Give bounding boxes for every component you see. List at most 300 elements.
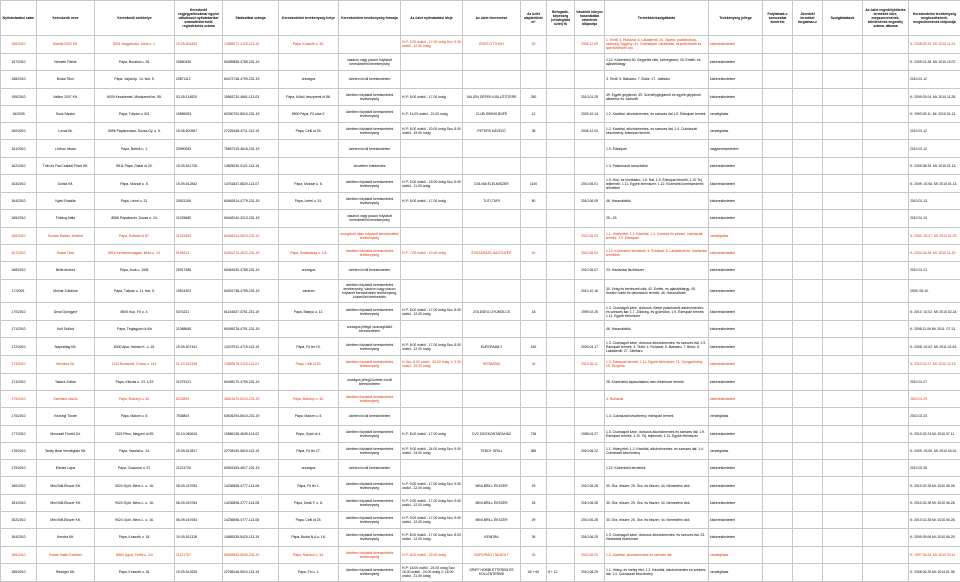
table-cell	[793, 140, 823, 157]
table-cell: K: 2010.02.28 Mi: 2010.06.28.	[909, 477, 960, 494]
table-cell: Pápa, Szabadság u. 1/A	[279, 244, 339, 261]
table-cell	[401, 71, 463, 88]
table-cell: 158/2010	[1, 71, 37, 88]
table-cell: 19-09-504462	[175, 36, 223, 54]
table-cell	[793, 546, 823, 563]
table-cell: 20871112	[175, 71, 223, 88]
table-cell: 2010.06.28	[575, 477, 605, 494]
table-cell: 1.12. Közérdekű termékek; 4. Ruházat; 8. Lakástextil és -háztartási termékek	[605, 244, 709, 261]
table-cell: 08-09-019784	[175, 477, 223, 494]
table-cell	[763, 529, 793, 546]
table-cell	[547, 303, 575, 321]
table-cell	[763, 71, 793, 88]
table-cell: 29	[521, 511, 547, 528]
table-cell	[823, 123, 863, 140]
table-cell: K: 2004.04.28. Mi: 2010.01.20.	[909, 244, 960, 261]
table-cell: nagykereskedelem	[709, 140, 763, 157]
table-cell	[863, 356, 909, 373]
table-cell: Pápa, Malom u. 5.	[95, 408, 175, 425]
table-cell: 63926294-5610-231-19	[223, 408, 279, 425]
table-cell: CLUB SWING BÜFÉ	[463, 105, 521, 122]
table-cell	[401, 210, 463, 227]
table-row	[1, 105, 960, 122]
table-row	[1, 157, 960, 174]
table-cell: 2010.01.12	[909, 140, 960, 157]
table-cell	[793, 53, 823, 70]
table-cell: 1.5. Hús- és hentesáru; 1.6. Hal; 1.9. Édesipari termék; 1.10 Tej, tejtermék; 1.11. Egyéb élelmiszer; 1.12. Közérdekű kereskedelmi termékek	[605, 175, 709, 193]
table-cell: 38	[521, 123, 547, 140]
table-cell: 1.2. Kávéital, alkoholmentes és szeszes ital	[605, 546, 709, 563]
table-cell: 170/2010	[1, 303, 37, 321]
table-cell: 19-09-512626	[175, 563, 223, 581]
table-row	[1, 373, 960, 390]
table-row	[1, 227, 960, 244]
table-cell: vendéglátás	[709, 442, 763, 459]
table-cell: 1.3. Csomagolt kávé, dobozos alkoholmentes és szeszes ital; 1.9. Édesipari termék; 1.10. Tej, tejtermék; 1.11. Egyéb élelmiszer	[605, 425, 709, 442]
table-cell	[521, 53, 547, 70]
table-cell: 8223893	[175, 390, 223, 407]
table-cell: Kendra Kft.	[37, 529, 95, 546]
table-cell	[823, 140, 863, 157]
table-cell: 186/2010	[1, 563, 37, 581]
table-cell: 20650490	[175, 53, 223, 70]
table-cell: 14685335-5420-113-19	[223, 529, 279, 546]
table-cell: Pápa, Rákóczi u. 34.	[279, 546, 339, 563]
table-cell: 2010.01.21	[909, 262, 960, 279]
table-cell: vendéglátás	[709, 546, 763, 563]
table-cell	[547, 157, 575, 174]
table-cell: Pápa, Tulipán u. 5/3.	[95, 105, 175, 122]
table-cell	[763, 123, 793, 140]
table-cell: 2010.06.29	[575, 529, 605, 546]
table-cell	[401, 227, 463, 244]
table-cell	[863, 408, 909, 425]
column-header: Az üzlet alapterülete m²	[521, 1, 547, 36]
table-cell: H-P: 8.00 órától - 17.00 óráig Szo: 8.00 órától - 12.00 óráig	[401, 338, 463, 356]
table-cell	[793, 71, 823, 88]
table-cell: Mini Brill-Ékszer Kft.	[37, 494, 95, 511]
table-cell	[793, 442, 823, 459]
table-cell	[547, 88, 575, 105]
table-cell	[521, 140, 547, 157]
table-cell	[763, 460, 793, 477]
table-cell: ZÖLDSÉG-GYÜMÖLCS	[463, 303, 521, 321]
table-cell	[863, 494, 909, 511]
table-cell: 22768146-5510-113-19	[223, 563, 279, 581]
table-cell	[279, 227, 339, 244]
table-cell: 28. Közérdekű tapasztalatos nem élelmiszer termék	[605, 373, 709, 390]
table-cell: 2010.06.23	[575, 546, 605, 563]
table-cell: Pápa, Külső Veszprémi út 86.	[279, 88, 339, 105]
table-cell	[793, 373, 823, 390]
table-cell	[763, 175, 793, 193]
table-cell	[547, 529, 575, 546]
table-cell	[863, 175, 909, 193]
table-cell: 29	[521, 477, 547, 494]
table-cell: kiskereskedelem	[709, 529, 763, 546]
table-cell: 1.2. Kávéital, alkoholmentes- és szeszes ital 1.9. Édesipari termék	[605, 105, 709, 122]
table-cell: 2008.12.03	[575, 123, 605, 140]
table-cell	[401, 408, 463, 425]
table-cell: 38	[521, 546, 547, 563]
table-cell: 7623 Pécs, Megyeri út 59.	[95, 425, 175, 442]
table-cell	[823, 442, 863, 459]
table-cell: országos jellegű üzleten kívüli kereskedelem	[339, 373, 401, 390]
table-row	[1, 140, 960, 157]
table-cell	[793, 321, 823, 338]
table-cell: 12	[521, 105, 547, 122]
table-cell: H-P: 9.00 órától - 17.00 óráig Szo: 9.00 órától - 12.00 óráig	[401, 36, 463, 54]
table-cell	[521, 321, 547, 338]
table-cell: 30. Óra, ékszer; 25. Óra- és ékszer; 44. Nemesfém cikk	[605, 477, 709, 494]
table-cell: K: 2009. 03.05. Mi: 2010.03.01.	[909, 442, 960, 459]
table-cell	[463, 140, 521, 157]
table-cell: Pápa, Fő tér 27.	[279, 442, 339, 459]
table-cell: kiskereskedelem	[709, 157, 763, 174]
table-cell	[793, 210, 823, 227]
table-cell	[863, 210, 909, 227]
table-cell	[823, 546, 863, 563]
table-cell	[401, 279, 463, 303]
table-cell	[863, 546, 909, 563]
table-cell: 180/2010	[1, 477, 37, 494]
table-cell	[521, 460, 547, 477]
table-cell: TUTI-TURI	[463, 193, 521, 210]
table-cell: 1134 Budapest, Dózsa u. 144.	[95, 356, 175, 373]
table-cell: 2009. 08.10.	[909, 279, 960, 303]
table-cell: Kuti Solünd	[37, 321, 95, 338]
table-cell: 18	[521, 303, 547, 321]
table-cell	[279, 373, 339, 390]
table-cell: 14825030-0121-113-19	[223, 157, 279, 174]
table-cell	[763, 356, 793, 373]
table-cell: 163/2010	[1, 175, 37, 193]
table-cell: Mini Brill-Ékszer Kft.	[37, 477, 95, 494]
table-cell	[547, 71, 575, 88]
table-cell: 167/2010	[1, 244, 37, 261]
table-cell: 21123726	[175, 460, 223, 477]
table-cell: Herbária Zrt.	[37, 356, 95, 373]
table-cell	[575, 408, 605, 425]
table-cell: 150	[521, 338, 547, 356]
table-cell: 60498170-4799-231-19	[223, 373, 279, 390]
table-cell: Pápa, Fő tér 1.	[279, 477, 339, 494]
table-cell: kiskereskedelem	[709, 477, 763, 494]
table-cell: Kecsegi Tünde	[37, 408, 95, 425]
table-cell: 64261279-4622-231-19	[223, 244, 279, 261]
table-cell	[863, 303, 909, 321]
table-cell	[823, 338, 863, 356]
table-cell: Szalai Tibor	[37, 244, 95, 261]
table-cell: kiskereskedelem	[709, 338, 763, 356]
table-cell: üzletben folytatott kereskedelmi tevékenység	[339, 563, 401, 581]
table-cell: 2010.02.25	[909, 460, 960, 477]
table-cell	[463, 71, 521, 88]
table-cell: 60489858-4789-231-19	[223, 53, 279, 70]
table-cell	[863, 71, 909, 88]
table-cell: 174/2010	[1, 373, 37, 390]
table-cell: K: 2010.02.28 Mi: 2010.06.28.	[909, 511, 960, 528]
table-row	[1, 529, 960, 546]
table-cell: kiskereskedelem	[709, 71, 763, 88]
table-cell: 8500 Kup, Fő u. 4.	[95, 303, 175, 321]
table-cell	[863, 88, 909, 105]
table-cell: 1.12. Közérdekű 40. Kegyeleti cikk, szövegesen; 43. Emlék- és ajándéktárgy	[605, 53, 709, 70]
table-cell	[401, 157, 463, 174]
table-cell: üzletben folytatott kereskedelmi tevékenység	[339, 193, 401, 210]
table-cell: 175/2010	[1, 390, 37, 407]
table-cell: 9196413	[175, 244, 223, 261]
table-cell	[863, 244, 909, 261]
table-cell	[521, 373, 547, 390]
table-cell: üzletben folytatott kereskedelmi tevékenység	[339, 244, 401, 261]
table-cell: 1998.04.27	[575, 425, 605, 442]
table-cell: 2010.01.12	[909, 71, 960, 88]
table-cell	[823, 88, 863, 105]
table-cell	[793, 227, 823, 244]
table-cell: 20990083	[175, 140, 223, 157]
table-cell: kiskereskedelem	[709, 88, 763, 105]
column-header: Vásárlók könyve használatba vételének időpontja	[575, 1, 605, 36]
table-cell	[823, 511, 863, 528]
table-cell: üzletben folytatott kereskedelmi tevékenység	[339, 356, 401, 373]
table-cell	[521, 279, 547, 303]
table-cell	[793, 338, 823, 356]
table-row	[1, 390, 960, 407]
table-cell: 1.3. Csomagolt kávé, dobozos, illetve palackozott alkoholmentes- és szeszes ital; 1.7. Zöldség- és gyümölcs; 1.9. Édesipari termék; 1.11. Egyéb élelmiszer	[605, 303, 709, 321]
table-cell	[763, 338, 793, 356]
table-cell	[763, 425, 793, 442]
table-cell	[575, 321, 605, 338]
table-cell	[463, 460, 521, 477]
table-cell: 4. Ruházati	[605, 390, 709, 407]
table-cell: K: 2009.09.06 Mi: 2010.06.29.	[909, 529, 960, 546]
table-cell: K: 1993.09.11. Mi: 2010.01.13.	[909, 105, 960, 122]
table-cell	[547, 193, 575, 210]
table-cell: 2010.06.07	[575, 262, 605, 279]
table-cell	[863, 157, 909, 174]
table-cell: H-P: 8.00 órától - 20.00 óráig Szo: 8.00 órától - 19.00 óráig	[401, 123, 463, 140]
table-cell	[763, 408, 793, 425]
table-cell	[863, 529, 909, 546]
table-cell	[823, 356, 863, 373]
table-cell: 173/2010	[1, 356, 37, 373]
table-cell	[521, 390, 547, 407]
table-cell: 1.12. Közérdekű termékek	[605, 460, 709, 477]
table-cell	[521, 408, 547, 425]
table-cell: K: 2010. 02.02. Mi: 2010.02.24.	[909, 303, 960, 321]
table-cell	[763, 279, 793, 303]
table-cell: 3. Textil; 5. Babaáru; 7. Bútor; 27. Játékáru	[605, 71, 709, 88]
table-cell: H-P: 9.00 órától - 24.00 óráig Szo: 9.00 órától - 24.00 óráig	[401, 442, 463, 459]
table-cell: Pápa, Celli út 25.	[279, 511, 339, 528]
table-cell: 5374221	[175, 303, 223, 321]
table-cell: H-P: 8.00 órától - 17.00 óráig	[401, 88, 463, 105]
table-cell	[793, 262, 823, 279]
table-cell: 181/2010	[1, 494, 37, 511]
table-cell: kiskereskedelem	[709, 390, 763, 407]
table-cell	[401, 373, 463, 390]
table-cell	[793, 529, 823, 546]
table-cell	[793, 408, 823, 425]
table-cell	[279, 140, 339, 157]
table-cell	[823, 390, 863, 407]
table-cell: Bella Andrea	[37, 262, 95, 279]
table-row	[1, 356, 960, 373]
table-cell: 75557315-4616-231-19	[223, 140, 279, 157]
table-cell	[521, 262, 547, 279]
table-cell	[763, 140, 793, 157]
table-cell: 14236598-4777-113-08	[223, 494, 279, 511]
table-row	[1, 563, 960, 581]
table-cell: 1100	[521, 175, 547, 193]
column-header: Kereskedő cégjegyzékszáma/ egyéni vállalkozói nyilvántartási száma/kistermelő regisztrációs száma	[175, 1, 223, 36]
table-cell: vásáron vagy piacon folytatott kereskedelmi tevékenység	[339, 210, 401, 227]
table-cell: 02-10-060610	[175, 425, 223, 442]
table-cell: ÉDES OTTHON	[463, 36, 521, 54]
table-cell: 10586136-4639-114-02	[223, 425, 279, 442]
table-cell: 08-09-019784	[175, 511, 223, 528]
table-cell: 1.4. Cukrászati készítmény, édesipari termék	[605, 408, 709, 425]
table-cell: 2010.06.11	[575, 356, 605, 373]
column-header: Az üzlet nyitvatartási ideje	[401, 1, 463, 36]
table-cell: 8 + 12	[547, 563, 575, 581]
table-cell: 13237912-4719-113-19	[223, 338, 279, 356]
table-cell: üzletben folytatott kereskedelmi tevékenység	[339, 546, 401, 563]
table-cell: MINI-BRILL ÉKSZER	[463, 494, 521, 511]
table-cell: 15963720-4661-113-03	[223, 88, 279, 105]
column-header: Szolgáltatások	[823, 1, 863, 36]
table-cell: H-P: 9.00 órától - 17.00 óráig Szo: 9.00 órától - 12.00 óráig	[401, 494, 463, 511]
table-cell: 156/2010	[1, 36, 37, 54]
table-cell	[793, 175, 823, 193]
table-cell	[547, 279, 575, 303]
table-cell: vendéglátás	[709, 105, 763, 122]
table-cell	[793, 244, 823, 261]
table-cell: Pápa, Csokonai u. 97.	[95, 460, 175, 477]
table-cell: 20917488	[175, 262, 223, 279]
table-cell: H-P: 8.00 órától - 17.00 óráig Szo: 8.00 órától - 12.00 óráig	[401, 529, 463, 546]
table-cell	[547, 338, 575, 356]
table-cell: 2010.06.09	[575, 193, 605, 210]
table-cell	[575, 71, 605, 88]
table-cell	[793, 105, 823, 122]
table-cell: 2010.01.29	[909, 390, 960, 407]
table-cell: 1.3. Csomagolt kávé, dobozos alkoholmentes- és szeszes ital; 23. Háztartási tisztítószer	[605, 529, 709, 546]
table-cell: kiskereskedelem	[709, 356, 763, 373]
table-cell	[823, 321, 863, 338]
table-cell: H-P: 8.00 órától - 17.00 óráig	[401, 425, 463, 442]
table-cell: 21068665	[175, 321, 223, 338]
table-cell	[279, 210, 339, 227]
table-cell: 60505993-5630-231-19	[223, 546, 279, 563]
table-cell: kiskereskedelem	[709, 425, 763, 442]
table-row	[1, 210, 960, 227]
table-cell: ÉVSZÁRÁZS NAGYÜZÉR	[463, 244, 521, 261]
table-cell: 168/2010	[1, 262, 37, 279]
table-cell: üzletben folytatott kereskedelmi tevékenység	[339, 442, 401, 459]
table-cell: 2010.06.22	[575, 442, 605, 459]
table-cell	[823, 529, 863, 546]
table-cell	[547, 140, 575, 157]
table-cell	[793, 390, 823, 407]
table-cell	[763, 53, 793, 70]
table-row	[1, 123, 960, 140]
table-cell: TEDDY GRILL	[463, 442, 521, 459]
table-cell: Pápa, Fő tér 19.	[279, 338, 339, 356]
table-cell	[863, 442, 909, 459]
table-cell	[823, 563, 863, 581]
table-cell: üzleten kívüli kereskedelem	[339, 262, 401, 279]
table-cell: kiskereskedelem	[709, 511, 763, 528]
table-cell: 164/2010	[1, 193, 37, 210]
table-cell: kiskereskedelem	[709, 460, 763, 477]
table-cell: Vallion 2007 Kft.	[37, 88, 95, 105]
table-row	[1, 303, 960, 321]
table-cell: 182/2010	[1, 511, 37, 528]
table-cell: 8511 Pápa, Dakai út 30.	[95, 157, 175, 174]
table-cell: 25.; 43.	[605, 210, 709, 227]
column-header: Kereskedelmi tevékenység formája	[339, 1, 401, 36]
table-cell: 19-06-500967	[175, 123, 223, 140]
table-cell: 20921156	[175, 193, 223, 210]
table-cell: H-P: 5.00 órától - 15.00 óráig Szo: 5.00 órától - 11.00 óráig	[401, 175, 463, 193]
table-cell	[763, 303, 793, 321]
table-cell	[521, 227, 547, 244]
table-cell: vásáron vagy piacon folytatott kereskedelmi tevékenység	[339, 53, 401, 70]
table-cell	[763, 262, 793, 279]
table-cell: 21025680	[175, 210, 223, 227]
table-cell: Eledes Lajos	[37, 460, 95, 477]
column-header: Az üzlet elnevezése	[463, 1, 521, 36]
table-cell	[547, 390, 575, 407]
table-cell: 1.1. Hideg étel; 1.2. Kávéital, 1.4. Cukrász és pékáru, cukrászati termék, 1.9. Édesipari	[605, 227, 709, 244]
table-cell: H-P: 14.00 órától - 21.00 óráig	[401, 105, 463, 122]
table-cell	[547, 321, 575, 338]
table-cell	[863, 477, 909, 494]
table-cell: Pápa, Szilvási út 87.	[95, 227, 175, 244]
table-cell: K: 2010.01.27. Mi: 2010.12.13.	[909, 356, 960, 373]
table-row	[1, 494, 960, 511]
table-cell: Readger Kft.	[37, 563, 95, 581]
table-cell	[863, 373, 909, 390]
table-cell: 23. Háztartási tisztítószer	[605, 262, 709, 279]
table-cell	[823, 71, 863, 88]
table-row	[1, 193, 960, 210]
table-cell	[547, 408, 575, 425]
table-cell: 1.1. Hideg- és meleg étel; 1.2. Kávéital, alkoholmentes és szeszes ital; 1.4. Cukrászati készítmény	[605, 563, 709, 581]
table-cell: országos	[279, 460, 339, 477]
table-cell	[547, 105, 575, 122]
column-header: Kereskedelmi tevékenység megkezdésének, megszűnésének időpontja	[909, 1, 960, 36]
table-cell: 1.3. Palackozott szeszesital	[605, 157, 709, 174]
table-cell: Moncsafi Fürdőt Zrt.	[37, 425, 95, 442]
column-header: Kereskedelmi tevékenység helye	[279, 1, 339, 36]
table-cell: 35813470-5210-231-19	[223, 390, 279, 407]
table-cell	[763, 210, 793, 227]
table-cell	[763, 511, 793, 528]
table-cell: Pápa, Bokonyi u. 40.	[279, 390, 339, 407]
table-cell: 171/2010	[1, 321, 37, 338]
table-cell: 60472748-4799-231-19	[223, 71, 279, 88]
table-cell	[463, 227, 521, 244]
table-cell: VALION GÉPEK KIÁLLÍTÓTERE	[463, 88, 521, 105]
table-cell: üzletben folytatott kereskedelmi tevékenység	[339, 175, 401, 193]
table-cell: Molnár Zoltánné	[37, 279, 95, 303]
table-cell: mozgóbolt útján folytatott kereskedelmi tevékenység	[339, 227, 401, 244]
table-cell: 8564 Ugod, Petőfi u. 2/4	[95, 546, 175, 563]
table-cell: 2010.01.27	[909, 373, 960, 390]
